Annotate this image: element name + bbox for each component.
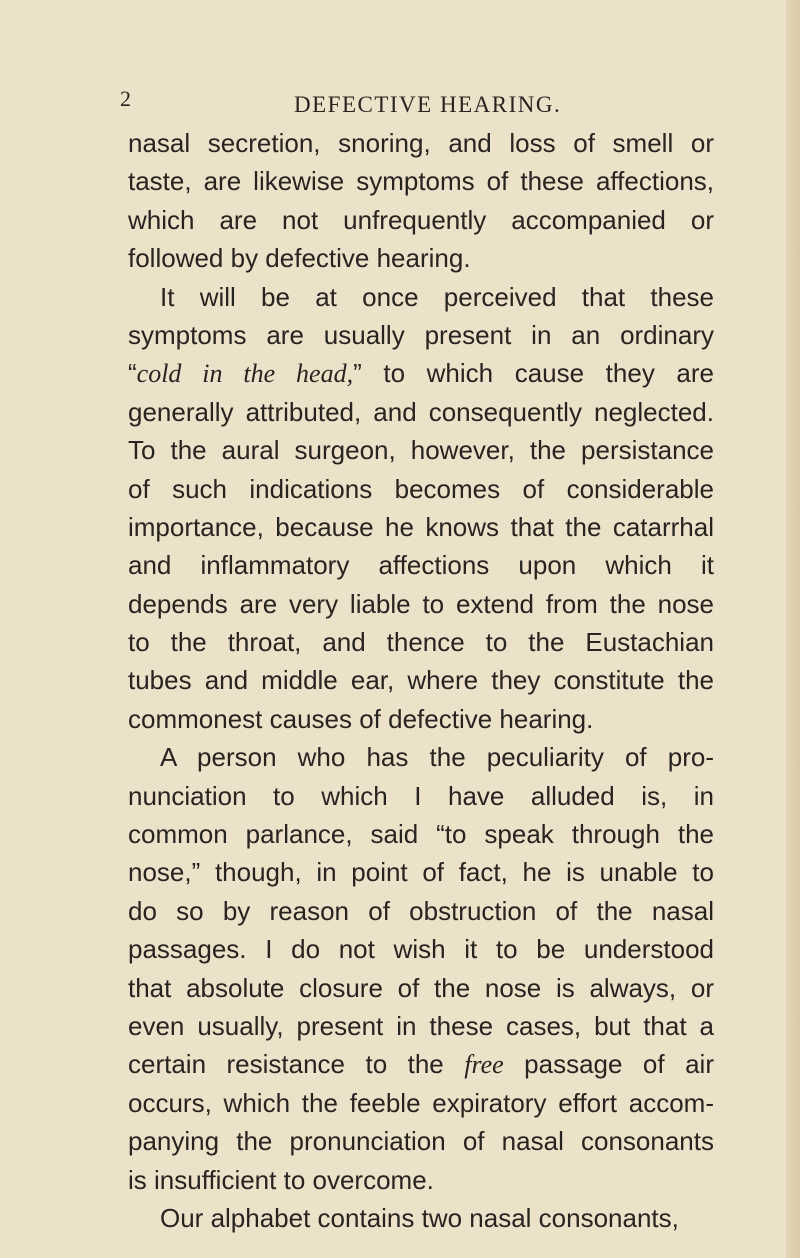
text-line: commonest causes of defective hearing. bbox=[128, 703, 594, 734]
text-line: tubes and middle ear, where they constitute the bbox=[128, 665, 714, 696]
text-line: is insufficient to overcome. bbox=[128, 1164, 434, 1195]
text-line: and inflammatory affections upon which it bbox=[128, 550, 714, 581]
text-line: Our alphabet contains two nasal consonants, bbox=[160, 1202, 679, 1233]
line-head: certain resistance to the bbox=[128, 1049, 465, 1080]
text-line: followed by defective hearing. bbox=[128, 243, 471, 274]
italic-word: free bbox=[464, 1050, 504, 1080]
text-line: occurs, which the feeble expiratory effort accom- bbox=[128, 1087, 714, 1118]
text-line: panying the pronunciation of nasal consonants bbox=[128, 1126, 714, 1157]
italic-phrase: cold in the head, bbox=[136, 359, 354, 389]
text-line: that absolute closure of the nose is always, or bbox=[128, 972, 714, 1003]
text-line: which are not unfrequently accompanied or bbox=[128, 204, 714, 235]
line-tail: ” to which cause they are bbox=[353, 358, 714, 389]
text-line: importance, because he knows that the catarrhal bbox=[128, 511, 714, 542]
page-number: 2 bbox=[120, 86, 132, 111]
running-title: DEFECTIVE HEARING. bbox=[294, 92, 562, 117]
text-line: It will be at once perceived that these bbox=[160, 281, 714, 312]
text-line: nunciation to which I have alluded is, in bbox=[128, 780, 714, 811]
text-line: To the aural surgeon, however, the persistance bbox=[128, 435, 714, 466]
line-tail: passage of air bbox=[503, 1049, 714, 1080]
body-text bbox=[128, 124, 714, 1237]
text-line: nasal secretion, snoring, and loss of smell or bbox=[128, 128, 714, 158]
text-line: even usually, present in these cases, but that a bbox=[128, 1010, 714, 1041]
text-line: A person who has the peculiarity of pro- bbox=[160, 742, 714, 773]
text-line: common parlance, said “to speak through the bbox=[128, 819, 714, 850]
page-edge bbox=[786, 0, 800, 1258]
text-line: generally attributed, and consequently neglected. bbox=[128, 396, 714, 427]
text-line bbox=[128, 1045, 714, 1083]
text-line: nose,” though, in point of fact, he is unable to bbox=[128, 857, 714, 888]
text-line: do so by reason of obstruction of the nasal bbox=[128, 895, 714, 926]
text-line: to the throat, and thence to the Eustachian bbox=[128, 627, 714, 658]
text-line: symptoms are usually present in an ordinary bbox=[128, 319, 714, 350]
text-line: taste, are likewise symptoms of these affections, bbox=[128, 166, 714, 197]
text-line bbox=[128, 354, 714, 392]
open-quote: “ bbox=[128, 358, 137, 389]
text-line: depends are very liable to extend from the nose bbox=[128, 588, 714, 619]
text-line: of such indications becomes of considerable bbox=[128, 473, 714, 504]
text-line: passages. I do not wish it to be understood bbox=[128, 934, 714, 965]
